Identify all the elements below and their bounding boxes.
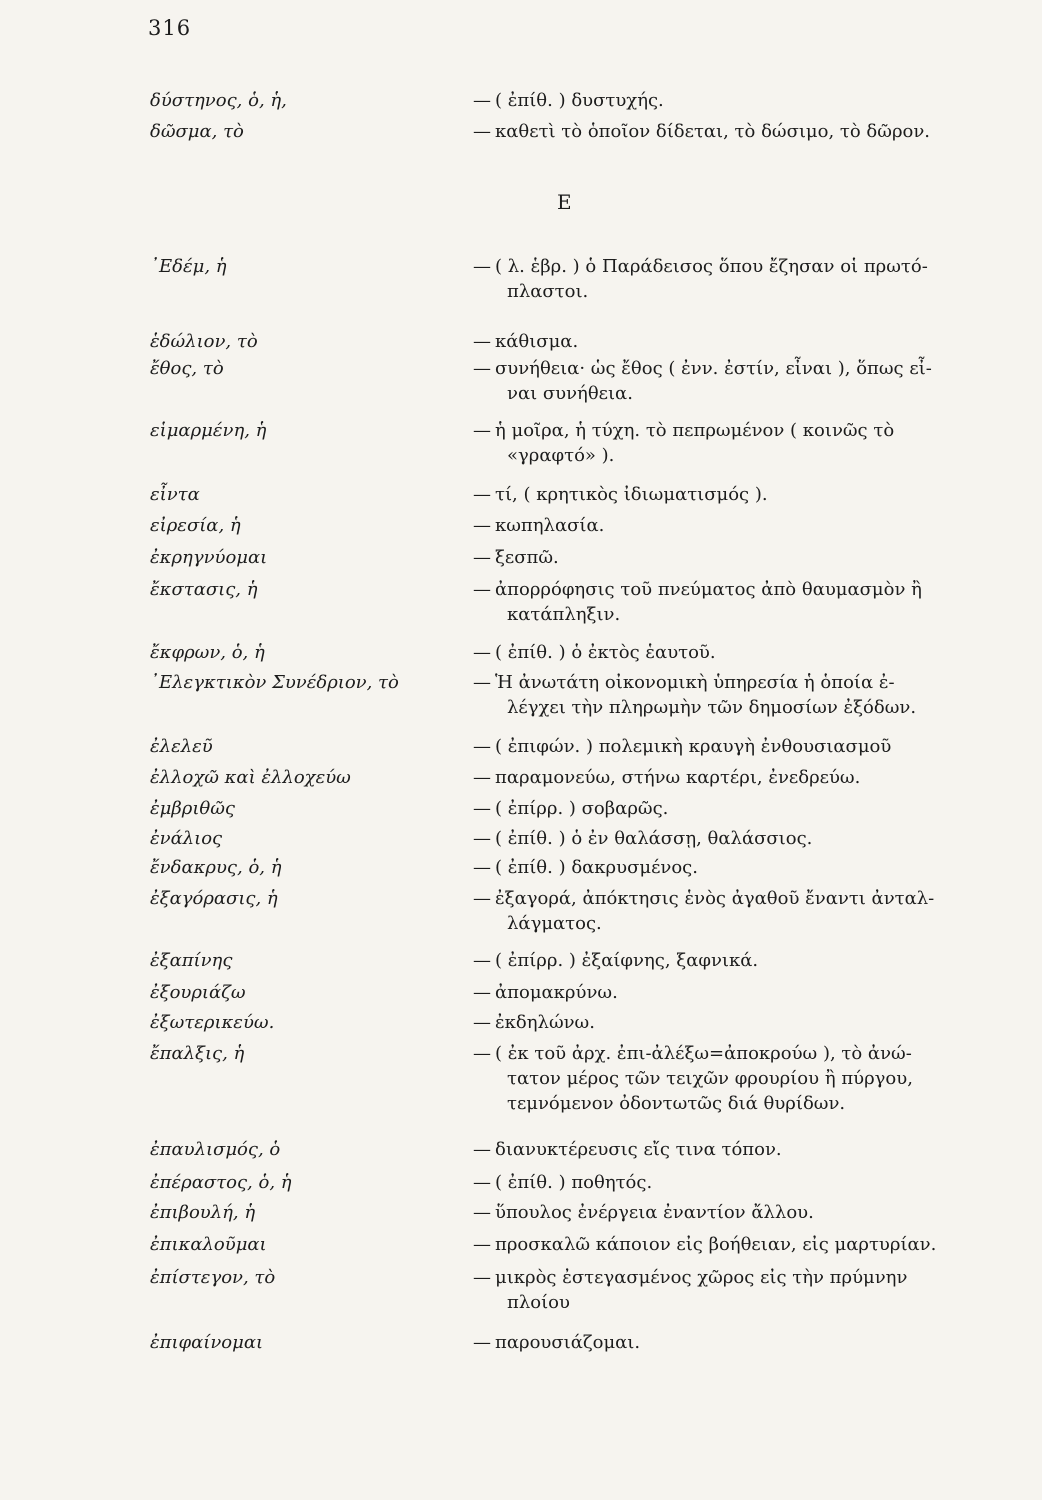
entry-headword: ἑδώλιον, τὸ bbox=[150, 331, 258, 352]
definition-dash: — bbox=[473, 515, 491, 536]
entry-headword: ἔθος, τὸ bbox=[150, 358, 224, 379]
entry-definition-block bbox=[473, 119, 1018, 144]
entry-definition-block bbox=[473, 577, 1018, 627]
page-number: 316 bbox=[148, 16, 192, 40]
entry-headword: ἔπαλξις, ἡ bbox=[150, 1043, 245, 1064]
entry-definition-block bbox=[473, 329, 1018, 354]
entry-headword: ἐμβριθῶς bbox=[150, 798, 235, 819]
entry-definition-continuation: πλαστοι. bbox=[507, 281, 589, 302]
entry-definition: ( ἐπίθ. ) δακρυσμένος. bbox=[495, 857, 698, 878]
entry-definition: ἐξαγορά, ἀπόκτησις ἑνὸς ἀγαθοῦ ἔναντι ἀνταλ- bbox=[495, 888, 935, 909]
definition-dash: — bbox=[473, 420, 491, 441]
definition-dash: — bbox=[473, 90, 491, 111]
entry-definition: μικρὸς ἐστεγασμένος χῶρος εἰς τὴν πρύμνην bbox=[495, 1267, 908, 1288]
entry-definition-block bbox=[473, 418, 1018, 468]
entry-definition-continuation: τεμνόμενον ὀδοντωτῶς διά θυρίδων. bbox=[507, 1093, 846, 1114]
entry-definition-continuation: κατάπληξιν. bbox=[507, 604, 621, 625]
entry-definition: ( ἐκ τοῦ ἀρχ. ἐπι-ἀλέξω=ἀποκρούω ), τὸ ἀνώ- bbox=[495, 1043, 912, 1064]
entry-definition: ( ἐπίθ. ) δυστυχής. bbox=[495, 90, 664, 111]
entry-definition-continuation: λάγματος. bbox=[507, 913, 602, 934]
definition-dash: — bbox=[473, 1234, 491, 1255]
entry-definition: ξεσπῶ. bbox=[495, 547, 559, 568]
entry-headword: ἐξωτερικεύω. bbox=[150, 1012, 275, 1033]
entry-definition-continuation: ναι συνήθεια. bbox=[507, 383, 633, 404]
entry-definition: κωπηλασία. bbox=[495, 515, 605, 536]
definition-dash: — bbox=[473, 828, 491, 849]
entry-definition: ὕπουλος ἐνέργεια ἐναντίον ἄλλου. bbox=[495, 1202, 814, 1223]
entry-definition: συνήθεια· ὡς ἔθος ( ἐνν. ἐστίν, εἶναι ), ὅπως εἶ- bbox=[495, 358, 932, 379]
entry-definition-block bbox=[473, 980, 1018, 1005]
definition-dash: — bbox=[473, 579, 491, 600]
entry-definition: ( ἐπιφών. ) πολεμικὴ κραυγὴ ἐνθουσιασμοῦ bbox=[495, 736, 892, 757]
entry-headword: ἐλλοχῶ καὶ ἐλλοχεύω bbox=[150, 767, 351, 788]
entry-definition-block bbox=[473, 1330, 1018, 1355]
definition-dash: — bbox=[473, 950, 491, 971]
entry-definition: ἐκδηλώνω. bbox=[495, 1012, 595, 1033]
entry-headword: ἐπικαλοῦμαι bbox=[150, 1234, 267, 1255]
entry-definition-block bbox=[473, 796, 1018, 821]
definition-dash: — bbox=[473, 1332, 491, 1353]
entry-definition-block bbox=[473, 1232, 1018, 1257]
definition-dash: — bbox=[473, 358, 491, 379]
entry-definition: ( λ. ἑβρ. ) ὁ Παράδεισος ὅπου ἔζησαν οἱ πρωτό- bbox=[495, 256, 928, 277]
entry-headword: ἐπέραστος, ὁ, ἡ bbox=[150, 1172, 292, 1193]
entry-definition-block bbox=[473, 1010, 1018, 1035]
entry-definition-continuation: τατον μέρος τῶν τειχῶν φρουρίου ἢ πύργου, bbox=[507, 1068, 913, 1089]
entry-definition: προσκαλῶ κάποιον εἰς βοήθειαν, εἰς μαρτυρίαν. bbox=[495, 1234, 937, 1255]
definition-dash: — bbox=[473, 857, 491, 878]
entry-headword: ἐλελεῦ bbox=[150, 736, 213, 757]
entry-headword: ἐπαυλισμός, ὁ bbox=[150, 1139, 281, 1160]
entry-definition-block bbox=[473, 1170, 1018, 1195]
entry-headword: ἐκρηγνύομαι bbox=[150, 547, 268, 568]
entry-definition-block bbox=[473, 482, 1018, 507]
definition-dash: — bbox=[473, 736, 491, 757]
entry-headword: δῶσμα, τὸ bbox=[150, 121, 244, 142]
definition-dash: — bbox=[473, 888, 491, 909]
definition-dash: — bbox=[473, 1139, 491, 1160]
entry-definition-block bbox=[473, 356, 1018, 406]
entry-definition: ἀπομακρύνω. bbox=[495, 982, 618, 1003]
entry-definition: ( ἐπίρρ. ) σοβαρῶς. bbox=[495, 798, 669, 819]
definition-dash: — bbox=[473, 672, 491, 693]
definition-dash: — bbox=[473, 547, 491, 568]
entry-definition: τί, ( κρητικὸς ἰδιωματισμός ). bbox=[495, 484, 768, 505]
entry-headword: ἐπίστεγον, τὸ bbox=[150, 1267, 276, 1288]
definition-dash: — bbox=[473, 1202, 491, 1223]
definition-dash: — bbox=[473, 1267, 491, 1288]
entry-headword: ἐπιβουλή, ἡ bbox=[150, 1202, 256, 1223]
entry-definition-block bbox=[473, 948, 1018, 973]
entry-definition-block bbox=[473, 1265, 1018, 1315]
entry-definition-block bbox=[473, 254, 1018, 304]
entry-definition: κάθισμα. bbox=[495, 331, 579, 352]
entry-definition-block bbox=[473, 640, 1018, 665]
entry-definition: παρουσιάζομαι. bbox=[495, 1332, 641, 1353]
definition-dash: — bbox=[473, 121, 491, 142]
definition-dash: — bbox=[473, 484, 491, 505]
entry-definition: διανυκτέρευσις εἴς τινα τόπον. bbox=[495, 1139, 782, 1160]
definition-dash: — bbox=[473, 1043, 491, 1064]
entry-definition-block bbox=[473, 1200, 1018, 1225]
entry-headword: ἔκστασις, ἡ bbox=[150, 579, 258, 600]
definition-dash: — bbox=[473, 256, 491, 277]
entry-definition-continuation: λέγχει τὴν πληρωμὴν τῶν δημοσίων ἐξόδων. bbox=[507, 697, 917, 718]
entry-headword: ἐξουριάζω bbox=[150, 982, 246, 1003]
entry-definition: ἡ μοῖρα, ἡ τύχη. τὸ πεπρωμένον ( κοινῶς τὸ bbox=[495, 420, 895, 441]
entry-definition-block bbox=[473, 670, 1018, 720]
entry-definition-continuation: «γραφτό» ). bbox=[507, 445, 615, 466]
entry-definition: παραμονεύω, στήνω καρτέρι, ἐνεδρεύω. bbox=[495, 767, 861, 788]
definition-dash: — bbox=[473, 331, 491, 352]
entry-headword: εἱμαρμένη, ἡ bbox=[150, 420, 267, 441]
definition-dash: — bbox=[473, 982, 491, 1003]
entry-headword: ἔκφρων, ὁ, ἡ bbox=[150, 642, 265, 663]
entry-headword: ᾿Ελεγκτικὸν Συνέδριον, τὸ bbox=[150, 672, 399, 693]
definition-dash: — bbox=[473, 642, 491, 663]
entry-headword: εἶντα bbox=[150, 484, 200, 505]
entry-headword: εἰρεσία, ἡ bbox=[150, 515, 241, 536]
entry-headword: ἐνάλιος bbox=[150, 828, 223, 849]
definition-dash: — bbox=[473, 1012, 491, 1033]
entry-definition: ( ἐπίθ. ) ὁ ἐκτὸς ἑαυτοῦ. bbox=[495, 642, 716, 663]
entry-definition-continuation: πλοίου bbox=[507, 1292, 570, 1313]
entry-definition-block bbox=[473, 765, 1018, 790]
definition-dash: — bbox=[473, 767, 491, 788]
entry-definition-block bbox=[473, 88, 1018, 113]
entry-definition-block bbox=[473, 1041, 1018, 1116]
section-letter: Ε bbox=[557, 190, 572, 214]
entry-headword: ἐξαγόρασις, ἡ bbox=[150, 888, 278, 909]
entry-headword: ᾿Εδέμ, ἡ bbox=[150, 256, 227, 277]
entry-definition-block bbox=[473, 1137, 1018, 1162]
entry-headword: ἐξαπίνης bbox=[150, 950, 233, 971]
entry-definition: ἀπορρόφησις τοῦ πνεύματος ἀπὸ θαυμασμὸν ἢ bbox=[495, 579, 922, 600]
entry-definition: καθετὶ τὸ ὁποῖον δίδεται, τὸ δώσιμο, τὸ δῶρον. bbox=[495, 121, 931, 142]
entry-definition: ( ἐπίθ. ) ποθητός. bbox=[495, 1172, 653, 1193]
entry-headword: δύστηνος, ὁ, ἡ, bbox=[150, 90, 287, 111]
entry-headword: ἔνδακρυς, ὁ, ἡ bbox=[150, 857, 282, 878]
entry-definition: Ἡ ἀνωτάτη οἰκονομικὴ ὑπηρεσία ἡ ὁποία ἐ- bbox=[495, 672, 895, 693]
entry-definition: ( ἐπίρρ. ) ἐξαίφνης, ξαφνικά. bbox=[495, 950, 759, 971]
definition-dash: — bbox=[473, 1172, 491, 1193]
entry-definition-block bbox=[473, 513, 1018, 538]
entry-definition-block bbox=[473, 826, 1018, 851]
definition-dash: — bbox=[473, 798, 491, 819]
entry-definition-block bbox=[473, 886, 1018, 936]
entry-definition-block bbox=[473, 855, 1018, 880]
entry-definition-block bbox=[473, 545, 1018, 570]
entry-definition: ( ἐπίθ. ) ὁ ἐν θαλάσσῃ, θαλάσσιος. bbox=[495, 828, 813, 849]
entry-definition-block bbox=[473, 734, 1018, 759]
entry-headword: ἐπιφαίνομαι bbox=[150, 1332, 264, 1353]
